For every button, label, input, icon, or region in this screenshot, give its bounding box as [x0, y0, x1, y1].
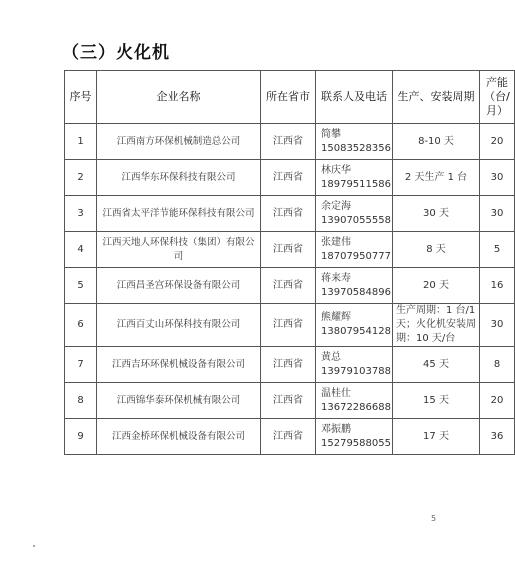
row-contact	[316, 232, 393, 268]
header-capacity-line2: （台/月）	[484, 90, 510, 117]
contact-name: 林庆华	[321, 164, 351, 176]
row-capacity: 30	[480, 304, 515, 347]
contact-name: 温桂仕	[321, 387, 351, 399]
contact-name: 余定海	[321, 200, 351, 212]
row-cycle: 17 天	[393, 419, 480, 455]
row-company: 江西省太平洋节能环保科技有限公司	[97, 196, 261, 232]
row-cycle: 30 天	[393, 196, 480, 232]
contact-phone: 15083528356	[321, 142, 391, 154]
contact-phone: 18707950777	[321, 250, 391, 262]
contact-name: 邓振鹏	[321, 423, 351, 435]
contact-name: 张建伟	[321, 236, 351, 248]
table-row	[65, 419, 515, 455]
row-index: 3	[65, 196, 97, 232]
row-company: 江西南方环保机械制造总公司	[97, 124, 261, 160]
row-company: 江西天地人环保科技（集团）有限公司	[97, 232, 261, 268]
contact-name: 简攀	[321, 128, 341, 140]
row-index: 7	[65, 347, 97, 383]
contact-phone: 13970584896	[321, 286, 391, 298]
row-cycle: 2 天生产 1 台	[393, 160, 480, 196]
table-row	[65, 232, 515, 268]
table-row	[65, 347, 515, 383]
row-company: 江西百丈山环保科技有限公司	[97, 304, 261, 347]
row-company: 江西昌圣宫环保设备有限公司	[97, 268, 261, 304]
contact-phone: 13807954128	[321, 326, 391, 337]
row-cycle: 45 天	[393, 347, 480, 383]
row-cycle: 生产周期：1 台/1 天；火化机安装周期：10 天/台	[393, 304, 480, 347]
contact-phone: 13672286688	[321, 401, 391, 413]
header-cycle: 生产、安装周期	[393, 71, 480, 124]
row-capacity: 30	[480, 196, 515, 232]
row-province: 江西省	[261, 419, 316, 455]
contact-phone: 13907055558	[321, 214, 391, 226]
row-province: 江西省	[261, 160, 316, 196]
row-cycle: 15 天	[393, 383, 480, 419]
contact-name: 熊耀辉	[321, 312, 351, 323]
contact-phone: 18979511586	[321, 178, 391, 190]
row-province: 江西省	[261, 232, 316, 268]
contact-phone: 13979103788	[321, 365, 391, 377]
header-capacity	[480, 71, 515, 124]
row-capacity: 16	[480, 268, 515, 304]
header-province: 所在省市	[261, 71, 316, 124]
row-capacity: 36	[480, 419, 515, 455]
row-contact	[316, 383, 393, 419]
row-index: 2	[65, 160, 97, 196]
row-company: 江西金桥环保机械设备有限公司	[97, 419, 261, 455]
header-capacity-line1: 产能	[486, 76, 508, 89]
table-row	[65, 304, 515, 347]
row-contact	[316, 419, 393, 455]
page-number: 5	[431, 514, 437, 523]
scan-dot-mark	[33, 545, 35, 547]
row-province: 江西省	[261, 196, 316, 232]
row-contact	[316, 124, 393, 160]
table-row	[65, 196, 515, 232]
row-province: 江西省	[261, 347, 316, 383]
row-cycle: 20 天	[393, 268, 480, 304]
row-capacity: 20	[480, 124, 515, 160]
row-company: 江西吉环环保机械设备有限公司	[97, 347, 261, 383]
row-cycle: 8 天	[393, 232, 480, 268]
row-index: 6	[65, 304, 97, 347]
contact-name: 黄总	[321, 351, 341, 363]
section-title: （三）火化机	[62, 43, 170, 63]
row-cycle: 8-10 天	[393, 124, 480, 160]
table-row	[65, 124, 515, 160]
contact-phone: 15279588055	[321, 437, 391, 449]
row-province: 江西省	[261, 268, 316, 304]
row-contact	[316, 160, 393, 196]
row-capacity: 8	[480, 347, 515, 383]
row-index: 4	[65, 232, 97, 268]
row-contact	[316, 347, 393, 383]
table-row	[65, 268, 515, 304]
table-row	[65, 160, 515, 196]
header-company: 企业名称	[97, 71, 261, 124]
header-index: 序号	[65, 71, 97, 124]
row-contact	[316, 304, 393, 347]
row-province: 江西省	[261, 124, 316, 160]
row-capacity: 5	[480, 232, 515, 268]
row-contact	[316, 268, 393, 304]
cremator-supplier-table	[64, 70, 515, 455]
row-index: 1	[65, 124, 97, 160]
table-header-row	[65, 71, 515, 124]
row-capacity: 30	[480, 160, 515, 196]
contact-name: 蒋来寿	[321, 272, 351, 284]
row-index: 9	[65, 419, 97, 455]
row-contact	[316, 196, 393, 232]
row-province: 江西省	[261, 304, 316, 347]
row-capacity: 20	[480, 383, 515, 419]
row-company: 江西锦华泰环保机械有限公司	[97, 383, 261, 419]
row-index: 5	[65, 268, 97, 304]
row-company: 江西华东环保科技有限公司	[97, 160, 261, 196]
header-contact: 联系人及电话	[316, 71, 393, 124]
row-province: 江西省	[261, 383, 316, 419]
row-index: 8	[65, 383, 97, 419]
table-row	[65, 383, 515, 419]
